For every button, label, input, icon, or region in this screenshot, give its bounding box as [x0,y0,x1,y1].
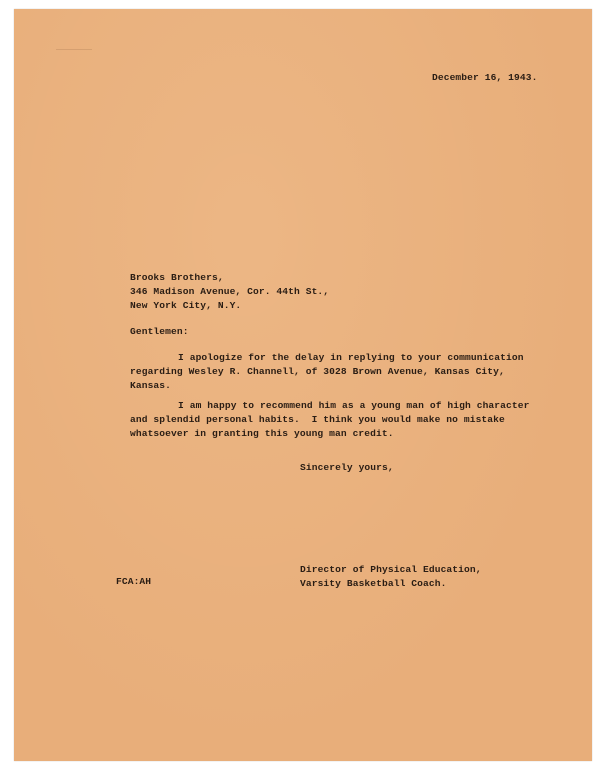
paper-mark [56,49,92,50]
letter-sheet [14,9,592,761]
salutation: Gentlemen: [130,326,189,337]
paragraph2-line1: I am happy to recommend him as a young man of high character [178,400,530,411]
paragraph2-line3: whatsoever in granting this young man credit. [130,428,394,439]
paragraph1-line2: regarding Wesley R. Channell, of 3028 Brown Avenue, Kansas City, [130,366,505,377]
signature-title-line2: Varsity Basketball Coach. [300,578,447,589]
recipient-city: New York City, N.Y. [130,300,242,311]
closing: Sincerely yours, [300,462,394,473]
typist-initials: FCA:AH [116,576,152,587]
letter-date: December 16, 1943. [432,72,538,83]
paragraph1-line1: I apologize for the delay in replying to your communication [178,352,524,363]
paragraph1-line3: Kansas. [130,380,172,391]
recipient-street: 346 Madison Avenue, Cor. 44th St., [130,286,330,297]
recipient-name: Brooks Brothers, [130,272,224,283]
signature-title-line1: Director of Physical Education, [300,564,482,575]
paragraph2-line2: and splendid personal habits. I think you would make no mistake [130,414,505,425]
